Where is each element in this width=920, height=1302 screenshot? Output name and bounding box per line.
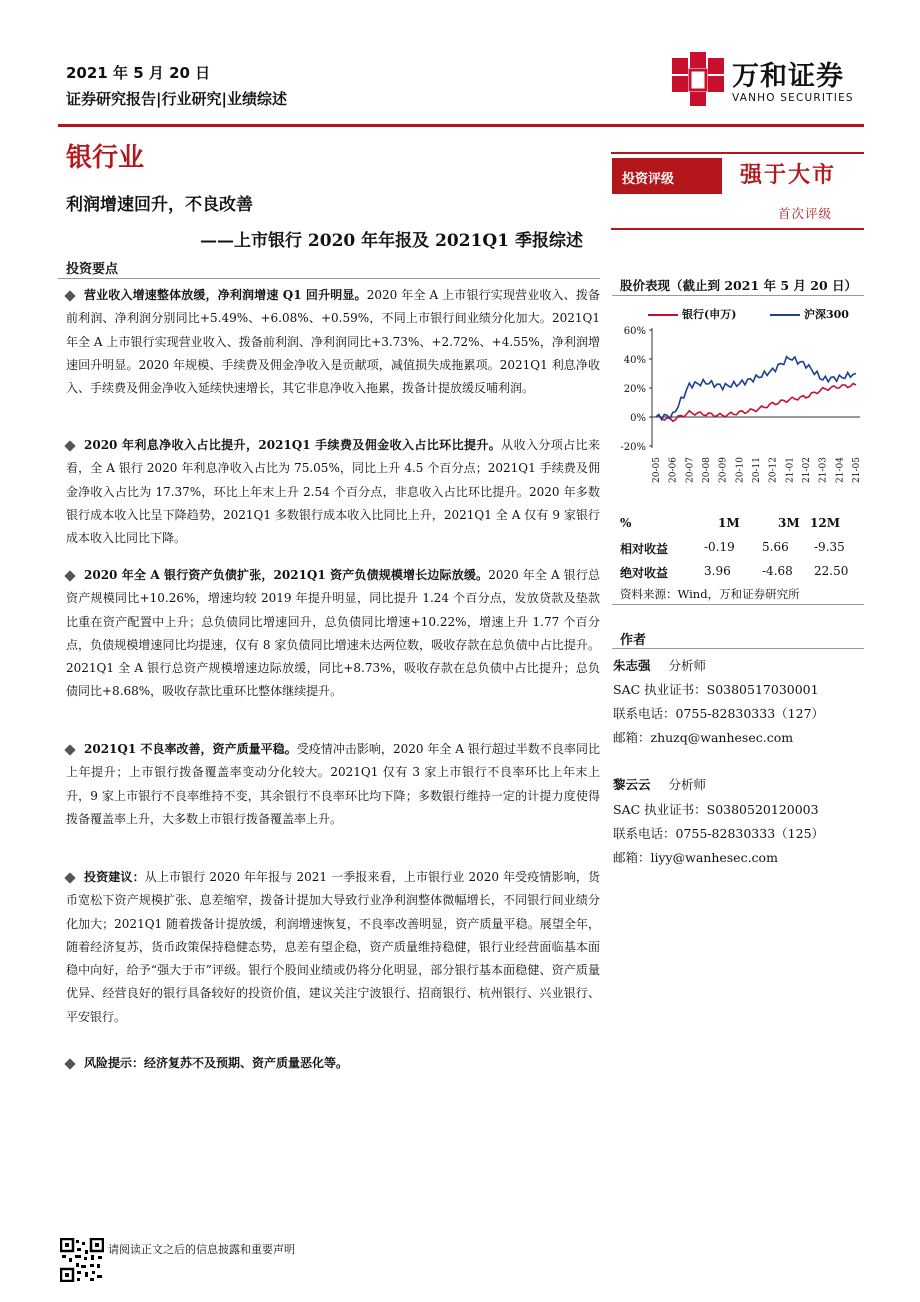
key-point-4 — [66, 738, 600, 831]
table-cell: -9.35 — [814, 540, 845, 554]
x-tick-label: 20-09 — [718, 457, 729, 483]
report-title: 利润增速回升，不良改善 — [66, 195, 253, 215]
rating-value: 强于大市 — [740, 162, 837, 188]
authors-divider — [612, 648, 864, 649]
section-heading: 投资要点 — [66, 262, 119, 277]
key-point-2 — [66, 434, 600, 550]
y-tick-label: 0% — [630, 413, 646, 424]
table-header-row — [620, 516, 864, 536]
x-tick-label: 21-03 — [818, 457, 829, 483]
table-cell: 5.66 — [762, 540, 789, 554]
legend-swatch-index — [770, 314, 800, 316]
table-header: 3M — [778, 516, 800, 530]
table-header: % — [620, 516, 632, 530]
sector-title: 银行业 — [66, 143, 145, 173]
legend-bank: 银行(申万) — [682, 308, 737, 321]
x-tick-label: 20-07 — [685, 457, 696, 483]
legend-index: 沪深300 — [804, 308, 849, 321]
data-source: 资料来源：Wind，万和证券研究所 — [620, 587, 800, 601]
table-header: 12M — [810, 516, 840, 530]
author-sac: SAC 执业证书：S0380517030001 — [613, 682, 819, 697]
table-cell: 3.96 — [704, 564, 731, 578]
key-point-3 — [66, 564, 600, 704]
x-tick-label: 20-05 — [652, 457, 662, 483]
key-point-body: 2020 年全 A 银行总资产规模同比+10.26%，增速均较 2019 年提升明显，同比提升 1.24 个百分点，发放贷款及垫款比重在资产配置中上升；总负债同比增速回升，总负债同比增速+10.22%，增速上升 1.77 个百分点，负债规模增速同比均提速，仅有 8 家负债同比增速未达两位数，吸收存款在总负债中占比提升。2021Q1 全 A 银行总资产规模增速边际放缓，同比+8.73%，吸收存款在总负债中占比提升；总负债同比+8.68%，吸收存款比重环比整体继续提升。 — [66, 568, 600, 699]
y-tick-label: 40% — [623, 355, 646, 366]
authors-heading: 作者 — [620, 633, 647, 648]
table-header: 1M — [718, 516, 740, 530]
performance-title: 股价表现（截止到 2021 年 5 月 20 日） — [620, 278, 857, 293]
x-tick-label: 20-10 — [735, 457, 746, 483]
table-cell: 绝对收益 — [620, 566, 669, 580]
key-point-lead: 营业收入增速整体放缓，净利润增速 Q1 回升明显。 — [84, 288, 367, 302]
risk-warning — [66, 1052, 600, 1075]
qr-code-icon — [60, 1238, 104, 1282]
key-point-1 — [66, 284, 600, 400]
report-date: 2021 年 5 月 20 日 — [66, 64, 211, 82]
legend-swatch-bank — [648, 314, 678, 316]
author-email[interactable]: 邮箱：liyy@wanhesec.com — [613, 850, 778, 865]
key-point-body: 从上市银行 2020 年年报与 2021 一季报来看，上市银行业 2020 年受疫情影响，货币宽松下资产规模扩张、息差缩窄，拨备计提加大导致行业净利润整体微幅增长，不同银行间业绩分化加大；2021Q1 随着拨备计提放缓，利润增速恢复，不良率改善明显，资产质量平稳。展望全年，随着经济复苏，货币政策保持稳健态势，息差有望企稳，资产质量维持稳健，银行业经营面临基本面稳中向好，给予“强大于市”评级。银行个股间业绩或仍将分化明显，部分银行基本面稳健、资产质量优异、经营良好的银行具备较好的投资价值，建议关注宁波银行、招商银行、杭州银行、兴业银行、平安银行。 — [66, 870, 600, 1024]
report-type: 证券研究报告|行业研究|业绩综述 — [66, 90, 287, 108]
key-point-body: 受疫情冲击影响，2020 年全 A 银行超过半数不良率同比上年提升；上市银行拨备覆盖率变动分化较大。2021Q1 仅有 3 家上市银行不良率环比上年末上升，9 家上市银行不良率维持不变，其余银行不良率环比均下降；多数银行维持一定的计提力度使得拨备覆盖率上升，大多数上市银行拨备覆盖率上升。 — [66, 742, 600, 826]
company-logo — [672, 52, 872, 112]
x-tick-label: 21-05 — [852, 457, 862, 483]
table-cell: -4.68 — [762, 564, 793, 578]
key-point-lead: 2020 年利息净收入占比提升，2021Q1 手续费及佣金收入占比环比提升。 — [84, 438, 502, 452]
y-tick-label: -20% — [620, 442, 646, 453]
table-cell: -0.19 — [704, 540, 735, 554]
key-point-lead: 2021Q1 不良率改善，资产质量平稳。 — [84, 742, 297, 756]
section-divider — [58, 278, 600, 279]
report-subtitle: ——上市银行 2020 年年报及 2021Q1 季报综述 — [200, 231, 583, 251]
key-point-body: 从收入分项占比来看，全 A 银行 2020 年利息净收入占比为 75.05%，同比上升 4.5 个百分点；2021Q1 手续费及佣金净收入占比为 17.37%，环比上年末上升 2.54 个百分点，非息收入占比环比提升。2020 年多数银行成本收入比呈下降趋势，2021Q1 多数银行成本收入比同比上升，2021Q1 全 A 仅有 9 家银行成本收入比同比下降。 — [66, 438, 600, 546]
author-email[interactable]: 邮箱：zhuzq@wanhesec.com — [613, 730, 794, 745]
vanho-logo-icon — [672, 52, 726, 108]
key-point-lead: 风险提示：经济复苏不及预期、资产质量恶化等。 — [84, 1056, 349, 1070]
table-row — [620, 564, 864, 584]
key-point-body: 2020 年全 A 上市银行实现营业收入、拨备前利润、净利润分别同比+5.49%、+6.08%、+0.59%，不同上市银行间业绩分化加大。2021Q1 年全 A 上市银行实现营业收入、拨备前利润、净利润同比+3.73%、+2.72%、+4.55%，净利润增速回升明显。2020 年规模、手续费及佣金净收入是贡献项，减值损失成拖累项。2021Q1 利息净收入、手续费及佣金净收入延续快速增长，其它非息净收入拖累，拨备计提放缓反哺利润。 — [66, 288, 600, 396]
author-phone: 联系电话：0755-82830333（125） — [613, 826, 825, 841]
x-tick-label: 20-08 — [702, 457, 712, 483]
header-divider — [58, 124, 864, 127]
x-tick-label: 21-02 — [802, 457, 812, 483]
performance-chart — [612, 318, 864, 488]
logo-cn-text: 万和证券 — [732, 61, 844, 92]
author-phone: 联系电话：0755-82830333（127） — [613, 706, 825, 721]
footer-disclaimer: 请阅读正文之后的信息披露和重要声明 — [108, 1243, 295, 1256]
x-tick-label: 21-04 — [835, 457, 846, 483]
investment-advice — [66, 866, 600, 1029]
rating-sub: 首次评级 — [778, 206, 833, 221]
table-row — [620, 540, 864, 560]
author-sac: SAC 执业证书：S0380520120003 — [613, 802, 819, 817]
key-point-lead: 投资建议： — [84, 870, 145, 884]
table-cell: 22.50 — [814, 564, 849, 578]
rating-label: 投资评级 — [612, 158, 722, 194]
author-title: 分析师 — [668, 658, 707, 673]
x-tick-label: 20-12 — [768, 457, 779, 483]
x-tick-label: 21-01 — [785, 457, 796, 483]
author-name — [613, 656, 706, 674]
logo-en-text: VANHO SECURITIES — [732, 92, 854, 104]
y-tick-label: 60% — [623, 326, 646, 337]
author-name — [613, 775, 706, 793]
source-divider — [612, 604, 864, 605]
key-point-lead: 2020 年全 A 银行资产负债扩张，2021Q1 资产负债规模增长边际放缓。 — [84, 568, 489, 582]
series-line-index — [656, 357, 856, 420]
author-name-text: 黎云云 — [613, 777, 651, 792]
x-tick-label: 20-11 — [752, 457, 762, 483]
author-name-text: 朱志强 — [613, 658, 651, 673]
y-tick-label: 20% — [623, 384, 646, 395]
table-cell: 相对收益 — [620, 542, 669, 556]
author-title: 分析师 — [668, 777, 707, 792]
performance-divider — [612, 295, 864, 296]
x-tick-label: 20-06 — [668, 457, 679, 483]
